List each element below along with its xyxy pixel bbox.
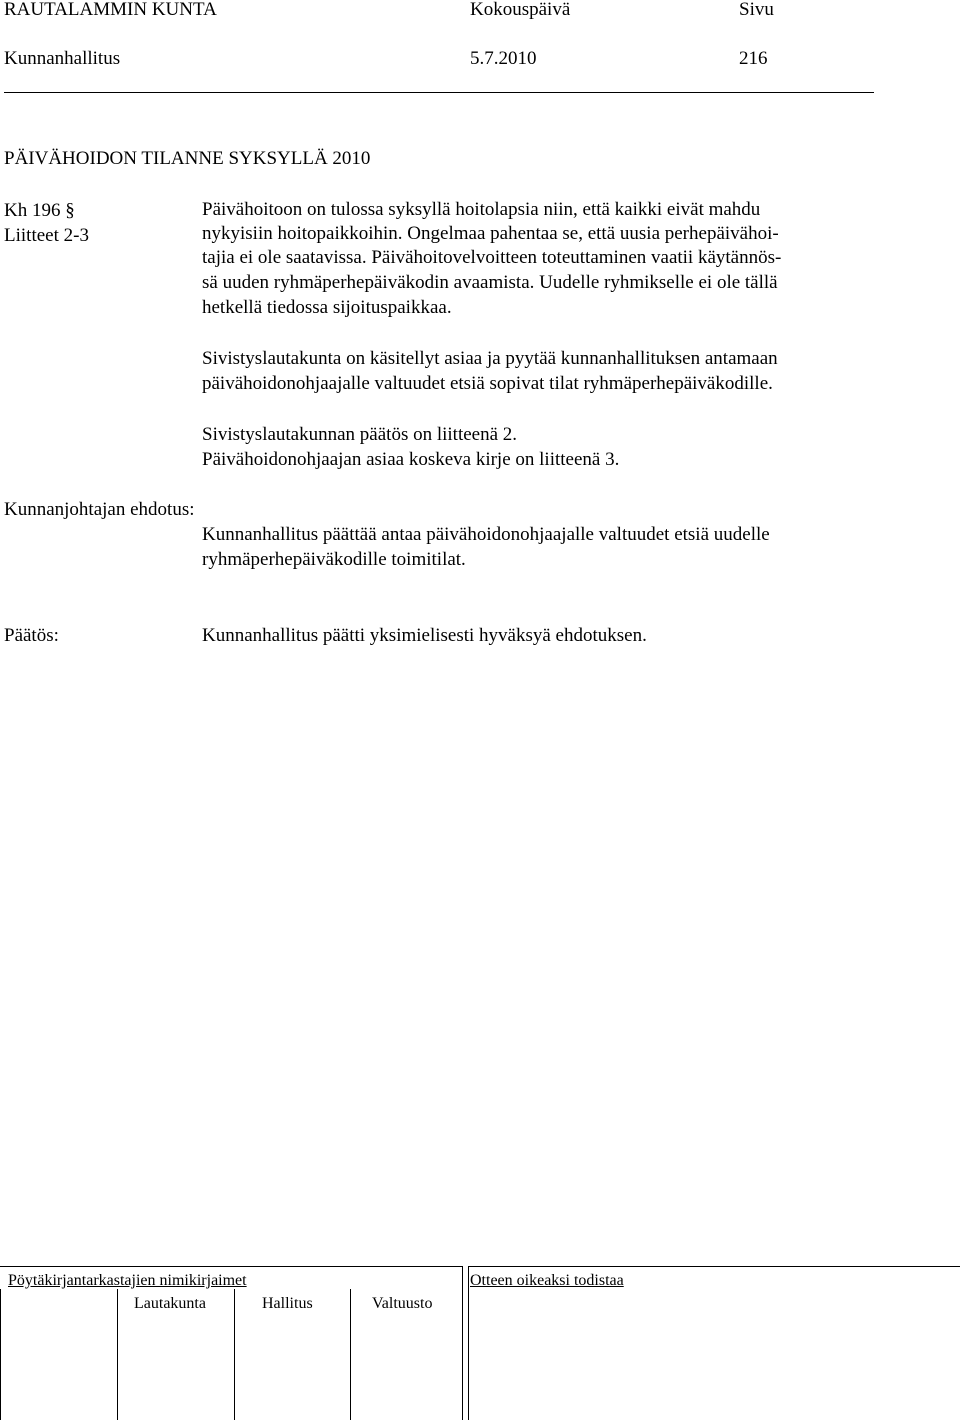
paragraph-line: Sivistyslautakunta on käsitellyt asiaa ja pyytää kunnanhallituksen antamaan xyxy=(202,348,778,369)
paragraph-line: Päivähoidonohjaajan asiaa koskeva kirje on liitteenä 3. xyxy=(202,449,620,470)
footer-col-lautakunta: Lautakunta xyxy=(134,1295,206,1312)
paragraph-line: Sivistyslautakunnan päätös on liitteenä 2. xyxy=(202,424,518,445)
signatures-label: Pöytäkirjantarkastajien nimikirjaimet xyxy=(8,1272,247,1289)
decision-text: Kunnanhallitus päätti yksimielisesti hyväksyä ehdotuksen. xyxy=(202,625,647,646)
footer-divider xyxy=(234,1289,235,1420)
footer-divider xyxy=(0,1289,1,1420)
body-name: Kunnanhallitus xyxy=(4,48,121,69)
footer-divider xyxy=(468,1266,469,1420)
organization-name: RAUTALAMMIN KUNTA xyxy=(4,0,217,20)
header-rule xyxy=(4,92,874,93)
footer-rule-left xyxy=(0,1266,462,1267)
footer-divider xyxy=(462,1266,463,1420)
certified-label: Otteen oikeaksi todistaa xyxy=(470,1272,624,1289)
meeting-date: 5.7.2010 xyxy=(470,48,537,69)
case-number: Kh 196 § xyxy=(4,200,75,221)
paragraph-line: päivähoidonohjaajalle valtuudet etsiä sopivat tilat ryhmäperhepäiväkodille. xyxy=(202,373,773,394)
footer-divider xyxy=(117,1289,118,1420)
page-title: PÄIVÄHOIDON TILANNE SYKSYLLÄ 2010 xyxy=(4,148,371,169)
footer-col-valtuusto: Valtuusto xyxy=(372,1295,433,1312)
proposal-line: Kunnanhallitus päättää antaa päivähoidonohjaajalle valtuudet etsiä uudelle xyxy=(202,524,770,545)
page-number: 216 xyxy=(739,48,768,69)
paragraph-line: tajia ei ole saatavissa. Päivähoitovelvoitteen toteuttaminen vaatii käytännös- xyxy=(202,247,782,268)
paragraph-line: hetkellä tiedossa sijoituspaikkaa. xyxy=(202,297,452,318)
footer-col-hallitus: Hallitus xyxy=(262,1295,313,1312)
paragraph-line: sä uuden ryhmäperhepäiväkodin avaamista. Uudelle ryhmikselle ei ole tällä xyxy=(202,272,778,293)
footer-divider xyxy=(350,1289,351,1420)
proposal-line: ryhmäperhepäiväkodille toimitilat. xyxy=(202,549,466,570)
attachments-label: Liitteet 2-3 xyxy=(4,225,89,246)
meeting-date-label: Kokouspäivä xyxy=(470,0,571,20)
footer-rule-right xyxy=(468,1266,960,1267)
paragraph-line: nykyisiin hoitopaikkoihin. Ongelmaa pahentaa se, että uusia perhepäivähoi- xyxy=(202,223,779,244)
decision-label: Päätös: xyxy=(4,625,59,646)
paragraph-line: Päivähoitoon on tulossa syksyllä hoitolapsia niin, että kaikki eivät mahdu xyxy=(202,199,761,220)
proposal-label: Kunnanjohtajan ehdotus: xyxy=(4,499,195,520)
page-label: Sivu xyxy=(739,0,774,20)
